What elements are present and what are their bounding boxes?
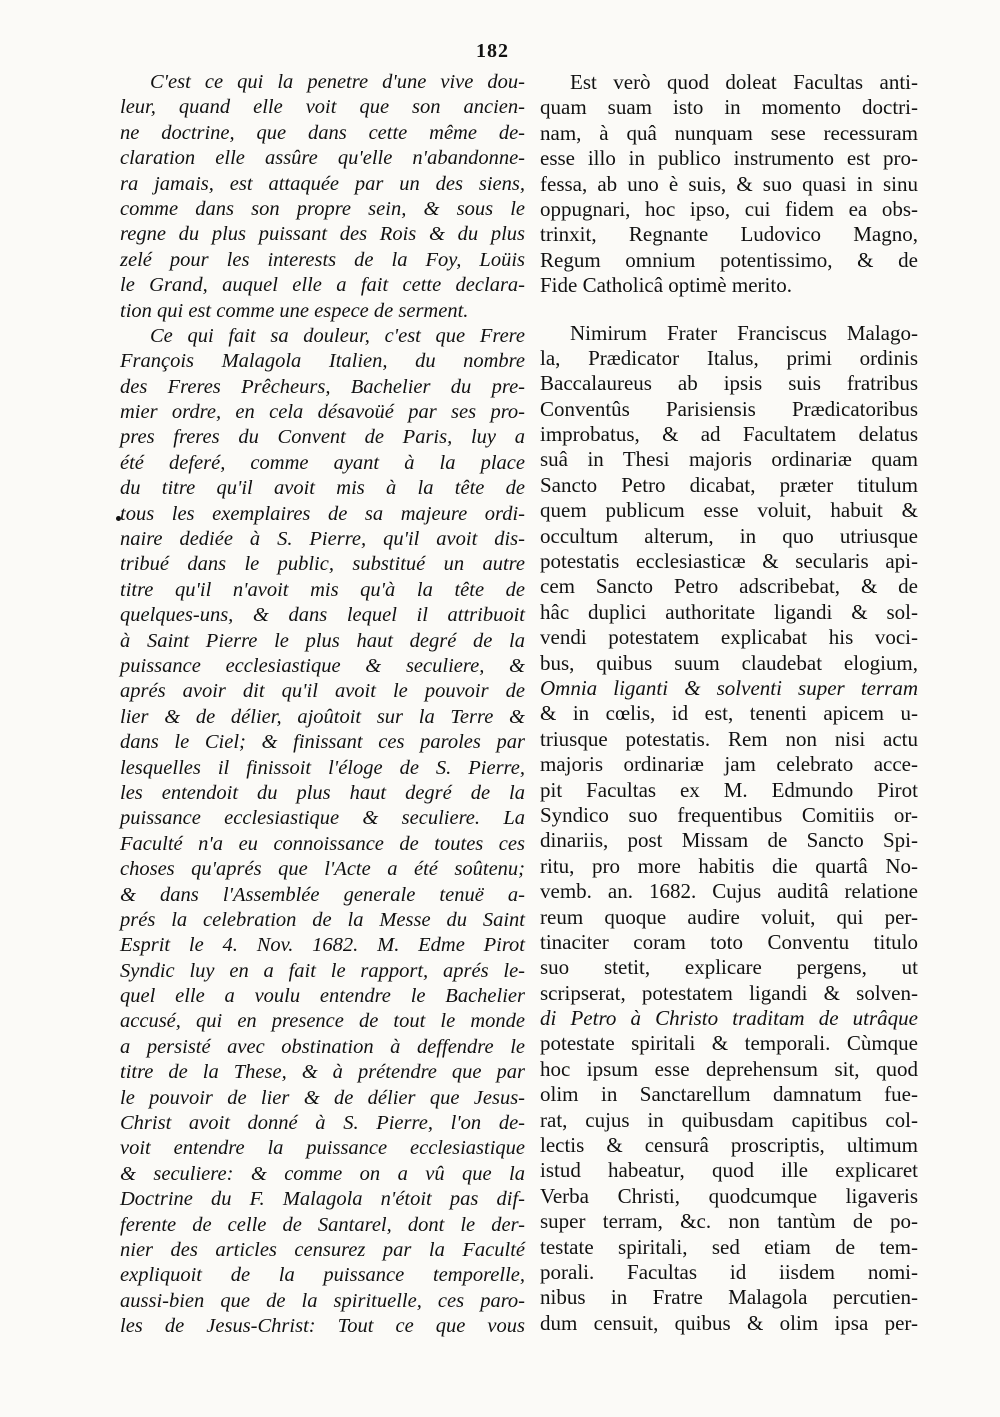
text-line: pres freres du Convent de Paris, luy a	[120, 426, 525, 449]
text-line: expliquoit de la puissance temporelle,	[120, 1264, 525, 1287]
text-line: Faculté n'a eu connoissance de toutes ces	[120, 832, 525, 855]
text-line: vendi potestatem explicabat his voci-	[540, 625, 918, 650]
text-line: lesquelles il finissoit l'éloge de S. Pierre,	[120, 756, 525, 779]
text-line: a persisté avec obstination à deffendre le	[120, 1035, 525, 1058]
text-line: naire dediée à S. Pierre, qu'il avoit dis-	[120, 528, 525, 551]
text-line: Syndico suo frequentibus Comitiis or-	[540, 802, 918, 827]
text-line: tribué dans le public, substitué un autre	[120, 553, 525, 576]
text-line: bus, quibus suum claudebat elogium,	[540, 650, 918, 675]
text-line: testate spiritali, sed etiam de tem-	[540, 1234, 918, 1259]
text-line: Regum omnium potentissimo, & de	[540, 247, 918, 272]
text-line: esse illo in publico instrumento est pro-	[540, 146, 918, 171]
text-line: & in cœlis, id est, tenenti apicem u-	[540, 701, 918, 726]
text-line: tous les exemplaires de sa majeure ordi-	[120, 502, 525, 525]
text-line: lectis & censurâ proscriptis, ultimum	[540, 1133, 918, 1158]
text-line: Sancto Petro dicabat, præter titulum	[540, 472, 918, 497]
text-line: du titre qu'il avoit mis à la tête de	[120, 477, 525, 500]
text-line: nier des articles censurez par la Faculté	[120, 1238, 525, 1261]
text-line: dinariis, post Missam de Sancto Spi-	[540, 828, 918, 853]
text-line: C'est ce qui la penetre d'une vive dou-	[150, 71, 525, 93]
text-line: olim in Sanctarellum damnatum fue-	[540, 1082, 918, 1107]
text-line: Christ avoit donné à S. Pierre, l'on de-	[120, 1112, 525, 1135]
text-line: potestate spiritali & temporali. Cùmque	[540, 1031, 918, 1056]
text-line: Doctrine du F. Malagola n'étoit pas dif-	[120, 1188, 525, 1211]
text-line: comme dans son propre sein, & sous le	[120, 197, 525, 220]
text-line: occultum alterum, in quo utriusque	[540, 523, 918, 548]
text-line: Verba Christi, quodcumque ligaveris	[540, 1183, 918, 1208]
text-line: les entendoit du plus haut degré de la	[120, 781, 525, 804]
text-line: Fide Catholicâ optimè merito.	[540, 273, 792, 298]
text-line: leur, quand elle voit que son ancien-	[120, 96, 525, 119]
text-line: dans le Ciel; & finissant ces paroles par	[120, 731, 525, 754]
text-line: Syndic luy en a fait le rapport, aprés le-	[120, 959, 525, 982]
text-line: ferente de celle de Santarel, dont le der-	[120, 1213, 525, 1236]
text-line: istud habeatur, quod ille explicaret	[540, 1158, 918, 1183]
text-line: Omnia liganti & solventi super terram	[540, 675, 918, 700]
text-line: les de Jesus-Christ: Tout ce que vous	[120, 1315, 525, 1338]
text-line: dum censuit, quibus & olim ipsa per-	[540, 1310, 918, 1335]
text-line: porali. Facultas id iisdem nomi-	[540, 1259, 918, 1284]
text-line: aprés avoir dit qu'il avoit le pouvoir de	[120, 680, 525, 703]
text-line: quelques-uns, & dans lequel il attribuoit	[120, 604, 525, 627]
text-line: suo stetit, explicare pergens, ut	[540, 955, 918, 980]
text-line: hoc ipsum esse deprehensum sit, quod	[540, 1056, 918, 1081]
text-line: nam, à quâ nunquam sese recessuram	[540, 120, 918, 145]
text-line: titre de la These, & à prétendre que par	[120, 1061, 525, 1084]
text-line: Nimirum Frater Franciscus Malago-	[570, 320, 918, 345]
french-column	[120, 70, 525, 1340]
text-line: fessa, ab uno è suis, & suo quasi in sinu	[540, 171, 918, 196]
text-line: lier & de délier, ajoûtoit sur la Terre &	[120, 705, 525, 728]
text-line: pit Facultas ex M. Edmundo Pirot	[540, 777, 918, 802]
text-line: prés la celebration de la Messe du Saint	[120, 908, 525, 931]
text-line: & dans l'Assemblée generale tenuë a-	[120, 883, 525, 906]
text-line	[540, 299, 918, 321]
text-line: zelé pour les interests de la Foy, Loüis	[120, 248, 525, 271]
text-line: tion qui est comme une espece de serment.	[120, 299, 469, 322]
text-line: cem Sancto Petro adscribebat, & de	[540, 574, 918, 599]
text-line: des Freres Prêcheurs, Bachelier du pre-	[120, 375, 525, 398]
text-line: regne du plus puissant des Rois & du plus	[120, 223, 525, 246]
text-line: tinaciter coram toto Conventu titulo	[540, 929, 918, 954]
text-line: Ce qui fait sa douleur, c'est que Frere	[150, 324, 525, 347]
text-line: quem publicum esse voluit, habuit &	[540, 498, 918, 523]
text-line: à Saint Pierre le plus haut degré de la	[120, 629, 525, 652]
latin-column	[540, 70, 918, 1336]
text-line: Conventûs Parisiensis Prædicatoribus	[540, 396, 918, 421]
text-line: puissance ecclesiastique & seculiere, &	[120, 654, 525, 677]
text-line: nibus in Fratre Malagola percutien-	[540, 1285, 918, 1310]
text-line: majoris ordinariæ jam celebrato acce-	[540, 752, 918, 777]
text-line: choses qu'aprés que l'Acte a été soûtenu;	[120, 858, 525, 881]
text-line: & seculiere: & comme on a vû que la	[120, 1162, 525, 1185]
text-line: scripserat, potestatem ligandi & solven-	[540, 980, 918, 1005]
text-line: suâ in Thesi majoris ordinariæ quam	[540, 447, 918, 472]
text-line: claration elle assûre qu'elle n'abandonne-	[120, 147, 525, 170]
text-line: titre qu'il n'avoit mis qu'à la tête de	[120, 578, 525, 601]
text-line: vemb. an. 1682. Cujus auditâ relatione	[540, 879, 918, 904]
text-line: ritu, pro more habitis die quartâ No-	[540, 853, 918, 878]
text-line: accusé, qui en presence de tout le monde	[120, 1010, 525, 1033]
text-line: trinxit, Regnante Ludovico Magno,	[540, 222, 918, 247]
text-line: quel elle a voulu entendre le Bachelier	[120, 985, 525, 1008]
text-line: puissance ecclesiastique & seculiere. La	[120, 807, 525, 830]
text-line: le Grand, auquel elle a fait cette declara-	[120, 274, 525, 297]
page-number: 182	[476, 40, 509, 62]
text-line: potestatis ecclesiasticæ & secularis api-	[540, 549, 918, 574]
text-line: la, Prædicator Italus, primi ordinis	[540, 345, 918, 370]
text-line: François Malagola Italien, du nombre	[120, 350, 525, 373]
text-line: le pouvoir de lier & de délier que Jesus-	[120, 1086, 525, 1109]
text-line: mier ordre, en cela désavoüé par ses pro-	[120, 401, 525, 424]
text-line: aussi-bien que de la spirituelle, ces paro-	[120, 1289, 525, 1312]
text-line: improbatus, & ad Facultatem delatus	[540, 422, 918, 447]
text-line: oppugnari, hoc ipso, cui fidem ea obs-	[540, 196, 918, 221]
text-line: reum quoque audire voluit, qui per-	[540, 904, 918, 929]
text-line: quam suam isto in momento doctri-	[540, 95, 918, 120]
text-line: ra jamais, est attaquée par un des siens,	[120, 172, 525, 195]
text-line: rat, cujus in quibusdam capitibus col-	[540, 1107, 918, 1132]
text-line: ne doctrine, que dans cette même de-	[120, 121, 525, 144]
text-line: super terram, &c. non tantùm de po-	[540, 1209, 918, 1234]
text-line: Baccalaureus ab ipsis suis fratribus	[540, 371, 918, 396]
text-line: Est verò quod doleat Facultas anti-	[570, 70, 918, 94]
text-line: hâc duplici authoritate ligandi & sol-	[540, 599, 918, 624]
text-line: été deferé, comme ayant à la place	[120, 451, 525, 474]
text-line: di Petro à Christo traditam de utrâque	[540, 1006, 918, 1031]
text-line: voit entendre la puissance ecclesiastique	[120, 1137, 525, 1160]
text-line: triusque potestatis. Rem non nisi actu	[540, 726, 918, 751]
text-line: Esprit le 4. Nov. 1682. M. Edme Pirot	[120, 934, 525, 957]
